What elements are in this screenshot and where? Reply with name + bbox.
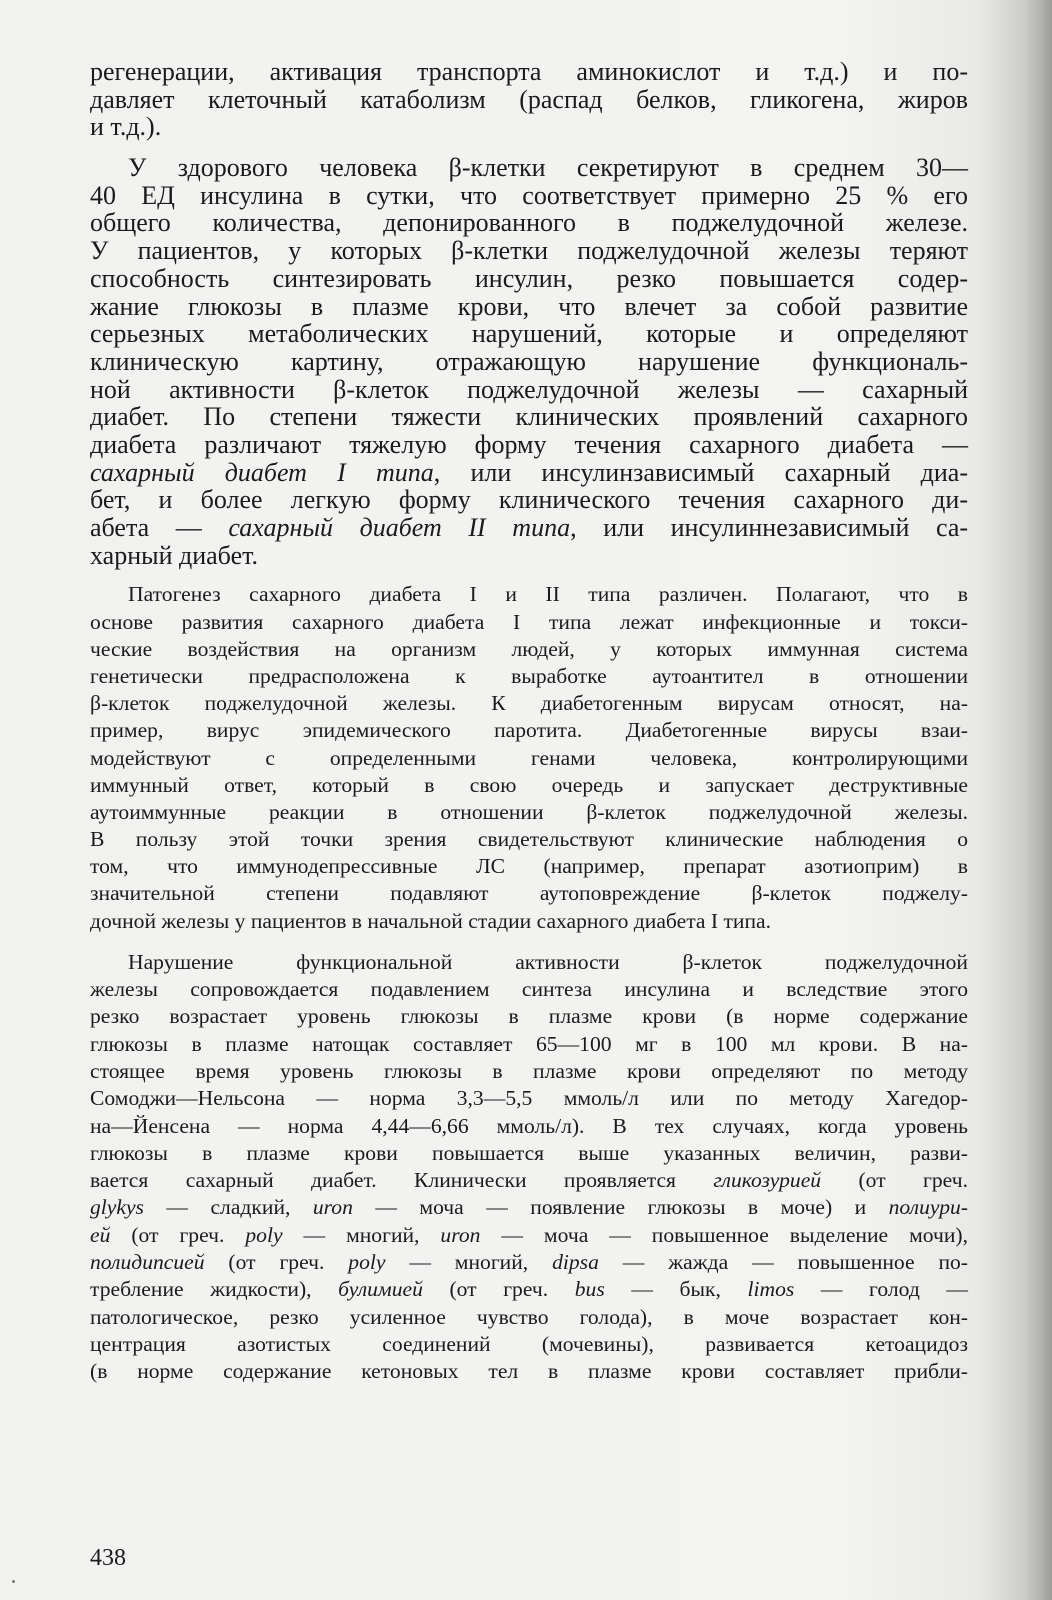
text-line: диабета различают тяжелую форму течения сахарного диабета — [90,429,968,459]
text-line: дочной железы у пациентов в начальной стадии сахарного диабета I типа. [90,908,772,933]
text-line: патологическое, резко усиленное чувство голода), в моче возрастает кон- [90,1304,968,1329]
text-line: железы сопровождается подавлением синтеза инсулина и вследствие этого [90,977,968,1002]
text-line: аутоиммунные реакции в отношении β-клеток поджелудочной железы. [90,799,968,824]
text-line: вается сахарный диабет. Клинически проявляется гликозурией (от греч. [90,1168,968,1193]
text-line: глюкозы в плазме натощак составляет 65—100 мг в 100 мл крови. В на- [90,1031,968,1056]
text-line: модействуют с определенными генами человека, контролирующими [90,745,968,770]
text-line: резко возрастает уровень глюкозы в плазме крови (в норме содержание [90,1004,968,1029]
text-line: давляет клеточный катаболизм (распад белков, гликогена, жиров [90,84,968,114]
paragraph-2 [90,581,968,934]
text-line: глюкозы в плазме крови повышается выше указанных величин, разви- [90,1140,968,1165]
text-line: 40 ЕД инсулина в сутки, что соответствует примерно 25 % его [90,180,968,210]
text-line: У пациентов, у которых β-клетки поджелудочной железы теряют [90,236,968,266]
text-line: В пользу этой точки зрения свидетельствуют клинические наблюдения о [90,827,968,852]
text-line: полидипсией (от греч. poly — многий, dipsa — жажда — повышенное по- [90,1250,968,1275]
text-line: glykys — сладкий, uron — моча — появление глюкозы в моче) и полиури- [90,1195,968,1220]
text-line: диабет. По степени тяжести клинических проявлений сахарного [90,402,968,432]
text-line: и т.д.). [90,112,162,142]
text-line: жание глюкозы в плазме крови, что влечет за собой развитие [90,291,968,321]
text-line: значительной степени подавляют аутоповреждение β-клеток поджелу- [90,881,968,906]
text-line: сахарный диабет I типа, или инсулинзависимый сахарный диа- [90,457,969,487]
text-line: ной активности β-клеток поджелудочной железы — сахарный [90,374,968,404]
text-line: пример, вирус эпидемического паротита. Диабетогенные вирусы взаи- [90,718,968,743]
text-line: способность синтезировать инсулин, резко повышается содер- [90,263,968,293]
page-spine-shadow [1024,0,1052,1600]
text-line: основе развития сахарного диабета I типа лежат инфекционные и токси- [90,609,968,634]
scan-speck [12,1580,15,1583]
text-line: стоящее время уровень глюкозы в плазме крови определяют по методу [90,1059,968,1083]
paragraph-1 [90,154,968,569]
text-line: иммунный ответ, который в свою очередь и запускает деструктивные [90,772,968,797]
text-line: У здорового человека β-клетки секретируют в среднем 30— [128,153,968,183]
text-line: Нарушение функциональной активности β-клеток поджелудочной [128,949,968,974]
text-line: регенерации, активация транспорта аминокислот и т.д.) и по- [90,57,968,86]
text-line: требление жидкости), булимией (от греч. bus — бык, limos — голод — [90,1277,968,1302]
page-body [90,58,968,1386]
text-line: харный диабет. [90,540,259,570]
page-number: 438 [90,1545,126,1571]
text-line: клиническую картину, отражающую нарушение функциональ- [90,346,968,376]
text-line: Сомоджи—Нельсона — норма 3,3—5,5 ммоль/л или по методу Хагедор- [90,1086,968,1111]
text-line: ей (от греч. poly — многий, uron — моча — повышенное выделение мочи), [90,1222,968,1247]
text-line: Патогенез сахарного диабета I и II типа различен. Полагают, что в [128,582,968,607]
text-line: центрация азотистых соединений (мочевины), развивается кетоацидоз [90,1331,968,1356]
text-line: генетически предрасположена к выработке аутоантител в отношении [90,663,968,688]
paragraph-3 [90,949,968,1386]
text-line: ческие воздействия на организм людей, у которых иммунная система [90,636,968,661]
text-line: (в норме содержание кетоновых тел в плазме крови составляет прибли- [90,1359,968,1384]
text-line: том, что иммунодепрессивные ЛС (например, препарат азотиоприм) в [90,854,968,879]
text-line: серьезных метаболических нарушений, которые и определяют [90,319,968,349]
text-line: β-клеток поджелудочной железы. К диабетогенным вирусам относят, на- [90,691,968,716]
text-line: бет, и более легкую форму клинического течения сахарного ди- [90,485,968,515]
text-line: на—Йенсена — норма 4,44—6,66 ммоль/л). В тех случаях, когда уровень [90,1113,968,1138]
paragraph-0 [90,58,968,141]
text-line: абета — сахарный диабет II типа, или инсулиннезависимый са- [90,513,969,542]
text-line: общего количества, депонированного в поджелудочной железе. [90,208,968,238]
